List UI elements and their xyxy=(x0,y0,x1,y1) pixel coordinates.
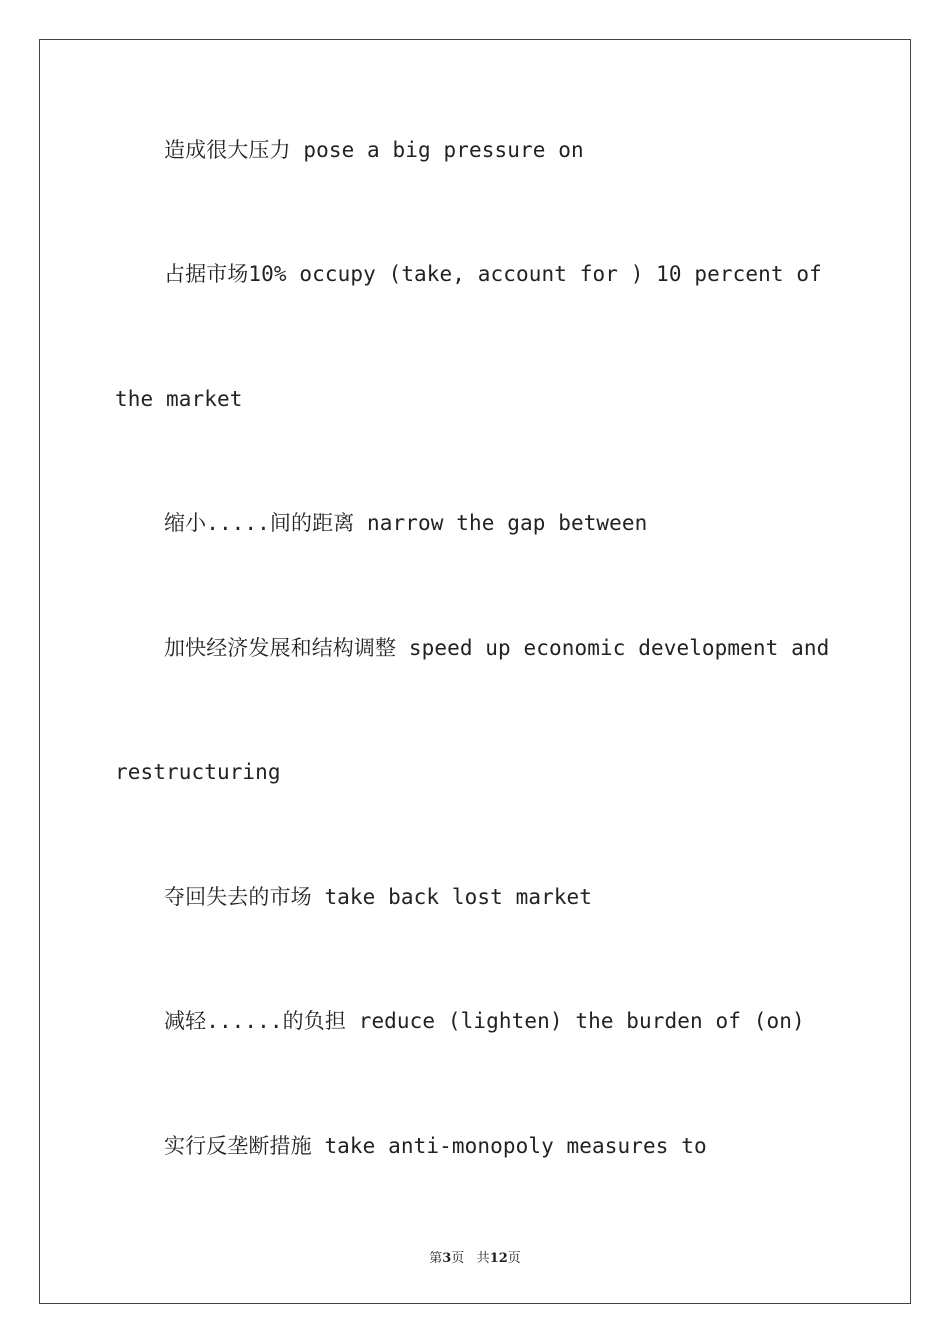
footer-total-prefix: 共 xyxy=(476,1251,490,1266)
text-line-2: 占据市场10% occupy (take, account for ) 10 percent of xyxy=(164,262,822,286)
text-line-1: 造成很大压力 pose a big pressure on xyxy=(164,138,584,162)
text-line-5: 加快经济发展和结构调整 speed up economic development and xyxy=(164,636,830,660)
footer-page-prefix: 第 xyxy=(429,1251,443,1266)
page-footer xyxy=(0,1247,950,1266)
text-line-4: 缩小.....间的距离 narrow the gap between xyxy=(164,511,648,535)
footer-page-number: 3 xyxy=(442,1251,452,1266)
footer-total-pages: 12 xyxy=(489,1251,508,1266)
footer-page-suffix: 页 xyxy=(451,1251,465,1266)
footer-total-suffix: 页 xyxy=(507,1251,521,1266)
text-line-9: 实行反垄断措施 take anti-monopoly measures to xyxy=(164,1134,707,1158)
text-line-7: 夺回失去的市场 take back lost market xyxy=(164,885,593,909)
text-line-8: 减轻......的负担 reduce (lighten) the burden of (on) xyxy=(164,1009,805,1033)
text-line-6: restructuring xyxy=(115,760,281,784)
page-frame xyxy=(39,39,911,1304)
text-line-3: the market xyxy=(115,387,243,411)
